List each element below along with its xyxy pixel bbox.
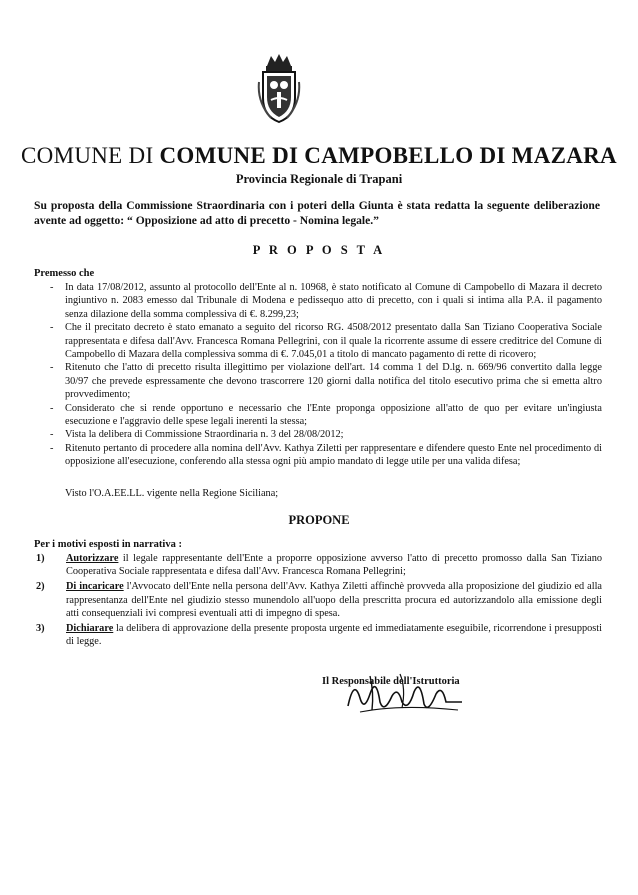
propone-heading: PROPONE (288, 513, 350, 527)
municipality-title (0, 143, 638, 169)
list-item: - Ritenuto pertanto di procedere alla nomina dell'Avv. Kathya Ziletti per rappresentare e difendere questo Ente nel procedimento di opposizione all'esecuzione, conferendo alla stessa ogni più ampio mandato di legge utile per una valida difesa; (50, 442, 602, 468)
list-item: 2) Di incaricare l'Avvocato dell'Ente nella persona dell'Avv. Kathya Ziletti affinchè provveda alla proposizione del giudizio ed alla rappresentanza dell'Ente nel giudizio stesso munendolo all'uopo della prescritta procura ed autorizzandolo alla emissione degli atti consequenziali ivi compresi eventuali atti di impegno di spesa. (36, 581, 602, 619)
list-item: - In data 17/08/2012, assunto al protocollo dell'Ente al n. 10968, è stato notificato al Comune di Campobello di Mazara il decreto ingiuntivo n. 2083 emesso dal Tribunale di Modena e pedissequo atto di precetto, con i quali si intima alla P.A. il pagamento senza dilazione della somma complessiva di €. 8.299,23; (50, 282, 602, 320)
list-item: - Vista la delibera di Commissione Straordinaria n. 3 del 28/08/2012; (50, 429, 344, 441)
propone-list (36, 552, 602, 650)
premesso-label: Premesso che (34, 268, 95, 279)
province-subtitle: Provincia Regionale di Trapani (235, 172, 403, 186)
responsabile-label: Il Responsabile dell'Istruttoria (322, 676, 460, 687)
list-item: - Ritenuto che l'atto di precetto risulta illegittimo per violazione dell'art. 14 comma 1 del D.lg. n. 669/96 convertito dalla legge 30/97 che prevede espressamente che devono trascorrere 120 giorni dalla notifica del titolo esecutivo prima che si emetta altro provvedimento; (50, 362, 602, 401)
list-item: 1) Autorizzare il legale rappresentante dell'Ente a proporre opposizione avverso l'atto di precetto promosso dalla San Tiziano Cooperativa Sociale rappresentata e difesa dall'Avv. Francesca Romana Pellegrini; (36, 553, 602, 578)
handwritten-signature (340, 668, 470, 718)
proposta-heading: P R O P O S T A (252, 243, 386, 257)
intro-paragraph: Su proposta della Commissione Straordinaria con i poteri della Giunta è stata redatta la seguente deliberazione avente ad oggetto: “ Opposizione ad atto di precetto - Nomina legale.” (34, 199, 600, 227)
visto-line: Visto l'O.A.EE.LL. vigente nella Regione Siciliana; (65, 488, 279, 499)
list-item: - Considerato che si rende opportuno e necessario che l'Ente proponga opposizione all'atto de quo per evitare un'ingiusta esecuzione e l'aggravio delle spese legali inerenti la stessa; (50, 402, 602, 428)
premesso-list (50, 281, 602, 469)
list-item: - Che il precitato decreto è stato emanato a seguito del ricorso RG. 4508/2012 presentato dalla San Tiziano Cooperativa Sociale rappresentata e difesa dall'Avv. Francesca Romana Pellegrini, con il quale la ricorrente assume di essere creditrice del Comune di Campobello di Mazara della complessiva somma di €. 7.045,01 a titolo di mancato pagamento di rette di ricovero; (50, 322, 602, 361)
motivi-label: Per i motivi esposti in narrativa : (34, 539, 182, 550)
municipality-name: COMUNE DI CAMPOBELLO DI MAZARA (159, 143, 617, 168)
municipal-crest-icon (257, 52, 301, 124)
municipality-prefix: COMUNE DI (21, 143, 154, 168)
list-item: 3) Dichiarare la delibera di approvazione della presente proposta urgente ed immediatamente eseguibile, ricorrendone i presupposti di legge. (36, 623, 602, 648)
